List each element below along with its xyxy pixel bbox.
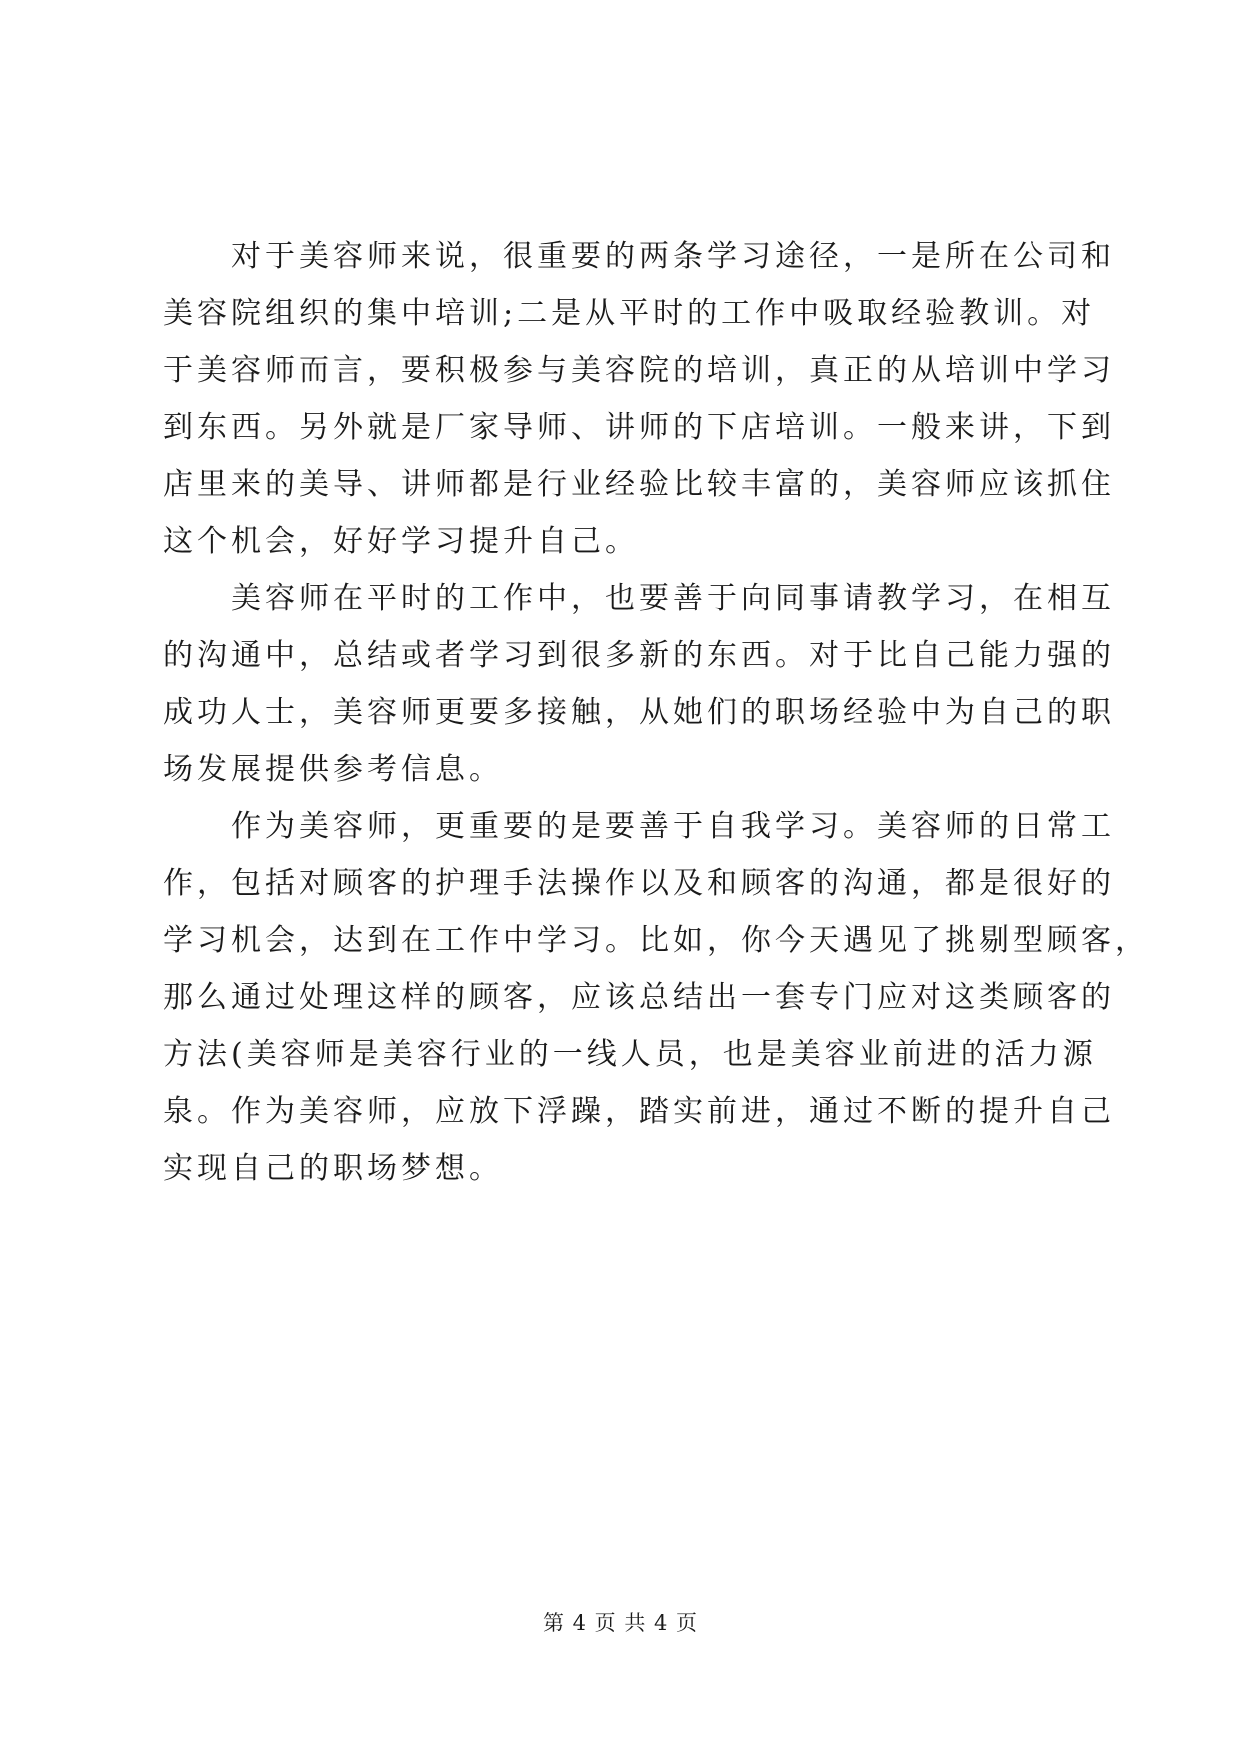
text-line: 到东西。另外就是厂家导师、讲师的下店培训。一般来讲，下到 [163, 410, 1115, 445]
paragraph-3 [163, 798, 1149, 1197]
text-line: 方法(美容师是美容行业的一线人员，也是美容业前进的活力源 [163, 1037, 1097, 1072]
text-line: 成功人士，美容师更要多接触，从她们的职场经验中为自己的职 [163, 695, 1115, 730]
text-line: 实现自己的职场梦想。 [163, 1151, 503, 1186]
text-line: 美容师在平时的工作中，也要善于向同事请教学习，在相互 [231, 581, 1115, 616]
text-line: 泉。作为美容师，应放下浮躁，踏实前进，通过不断的提升自己 [163, 1094, 1115, 1129]
text-line: 美容院组织的集中培训;二是从平时的工作中吸取经验教训。对 [163, 296, 1096, 331]
text-line: 对于美容师来说，很重要的两条学习途径，一是所在公司和 [231, 239, 1115, 274]
text-line: 那么通过处理这样的顾客，应该总结出一套专门应对这类顾客的 [163, 980, 1115, 1015]
text-line: 于美容师而言，要积极参与美容院的培训，真正的从培训中学习 [163, 353, 1115, 388]
page-number-footer: 第 4 页 共 4 页 [542, 1611, 699, 1635]
text-line: 作为美容师，更重要的是要善于自我学习。美容师的日常工 [231, 809, 1115, 844]
text-line: 学习机会，达到在工作中学习。比如，你今天遇见了挑剔型顾客， [163, 923, 1149, 958]
text-line: 的沟通中，总结或者学习到很多新的东西。对于比自己能力强的 [163, 638, 1115, 673]
text-line: 场发展提供参考信息。 [163, 752, 503, 787]
text-line: 这个机会，好好学习提升自己。 [163, 524, 639, 559]
text-line: 作，包括对顾客的护理手法操作以及和顾客的沟通，都是很好的 [163, 866, 1115, 901]
text-line: 店里来的美导、讲师都是行业经验比较丰富的，美容师应该抓住 [163, 467, 1115, 502]
paragraph-1 [163, 228, 1115, 570]
paragraph-2 [163, 570, 1115, 798]
body-text [163, 228, 1149, 1197]
